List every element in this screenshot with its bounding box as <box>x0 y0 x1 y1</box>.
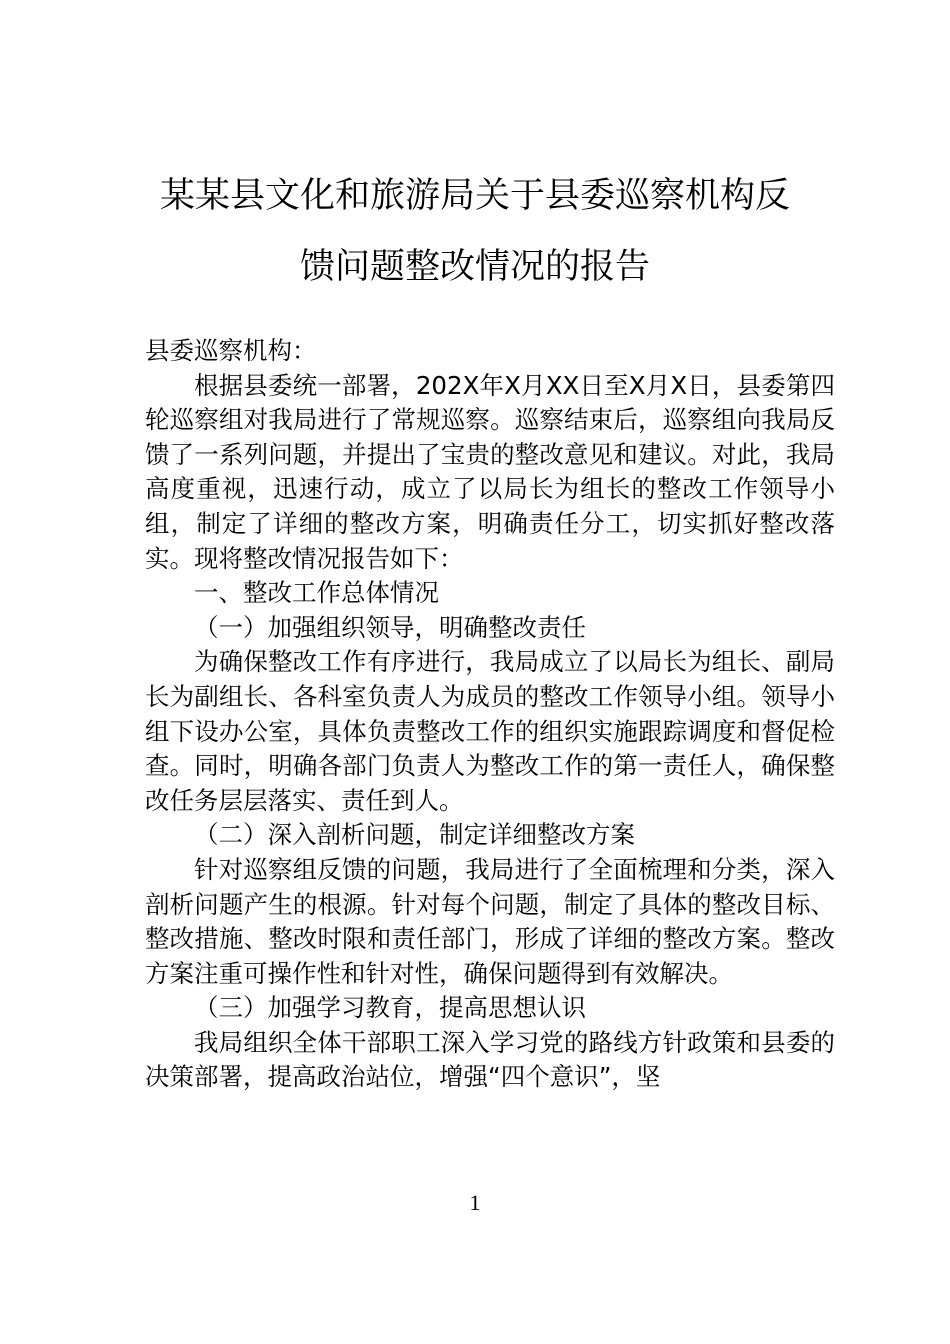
section-heading: 一、整改工作总体情况 <box>194 578 439 608</box>
body-paragraph: 为确保整改工作有序进行，我局成立了以局长为组长、副局长为副组长、各科室负责人为成员的整改工作领导小组。领导小组下设办公室，具体负责整改工作的组织实施跟踪调度和督促检查。同时，明确各部门负责人为整改工作的第一责任人，确保整改任务层层落实、责任到人。 <box>145 647 835 815</box>
salutation: 县委巡察机构： <box>145 336 317 365</box>
page-number: 1 <box>469 1190 481 1215</box>
subsection-heading: （二）深入剖析问题，制定详细整改方案 <box>194 820 635 850</box>
document-title-line-1: 某某县文化和旅游局关于县委巡察机构反 <box>159 176 790 216</box>
body-paragraph: 我局组织全体干部职工深入学习党的路线方针政策和县委的决策部署，提高政治站位，增强“四个意识”，坚 <box>145 1027 835 1092</box>
subsection-heading: （一）加强组织领导，明确整改责任 <box>194 612 586 642</box>
document-title-line-2: 馈问题整改情况的报告 <box>299 247 650 287</box>
body-paragraph: 针对巡察组反馈的问题，我局进行了全面梳理和分类，深入剖析问题产生的根源。针对每个问题，制定了具体的整改目标、整改措施、整改时限和责任部门，形成了详细的整改方案。整改方案注重可操作性和针对性，确保问题得到有效解决。 <box>145 854 835 988</box>
document-body <box>145 334 835 1095</box>
intro-paragraph: 根据县委统一部署，202X年X月XX日至X月X日，县委第四轮巡察组对我局进行了常规巡察。巡察结束后，巡察组向我局反馈了一系列问题，并提出了宝贵的整改意见和建议。对此，我局高度重视，迅速行动，成立了以局长为组长的整改工作领导小组，制定了详细的整改方案，明确责任分工，切实抓好整改落实。现将整改情况报告如下： <box>145 370 835 573</box>
subsection-heading: （三）加强学习教育，提高思想认识 <box>194 993 586 1023</box>
